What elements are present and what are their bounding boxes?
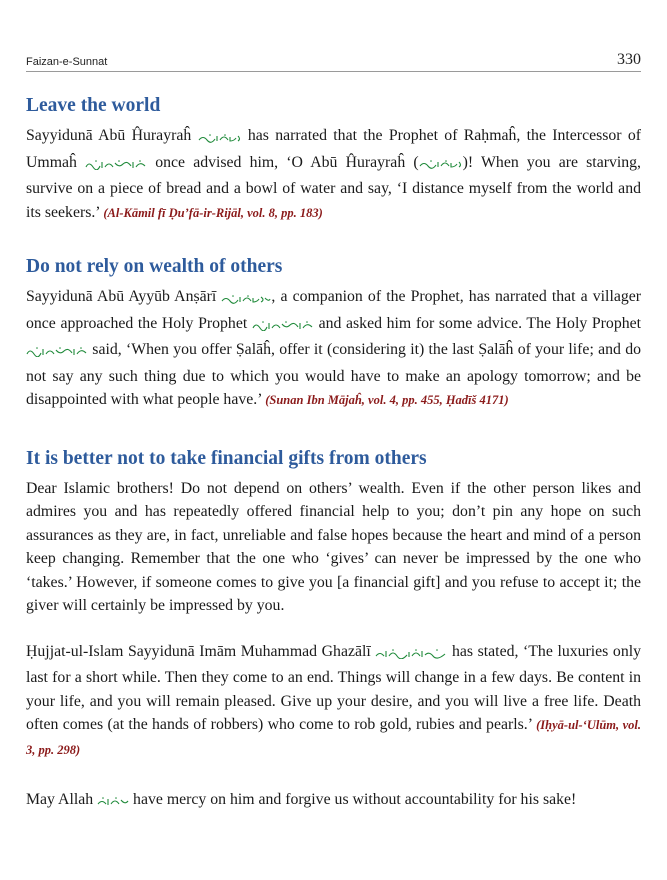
paragraph-dear-islamic-brothers: Dear Islamic brothers! Do not depend on others’ wealth. Even if the other person likes and admires you and has repeatedly offered financial help to you; don’t pin any hope on such assurances as they are, in fact, unreliable and false hopes because the heart and mind of a person keep changing. Remember that the one who ‘gives’ can never be impressed by the one who ‘takes.’ However, if someone comes to give you [a financial gift] and you refuse to accept it; the giver will certainly be impressed by you.	[26, 479, 641, 614]
paragraph-do-not-rely	[26, 285, 641, 413]
text-run: Sayyidunā Abū Ĥurayraĥ	[26, 127, 192, 144]
reference-citation: (Sunan Ibn Mājaĥ, vol. 4, pp. 455, Ḥadīš 4171)	[265, 393, 509, 407]
sallallahu-alaihi-wasallam-calligraphy-icon	[252, 321, 314, 331]
text-run: has narrated that the Prophet of Raḥmaĥ, the Intercessor of Ummaĥ	[26, 127, 642, 171]
text-run: said, ‘When you offer Ṣalāĥ, offer it (considering it) the last Ṣalāĥ of your life; and do not say any such thing due to which you would have to make an apology tomorrow; and be disappointed with what people have.’	[26, 341, 642, 408]
paragraph-closing-prayer	[26, 788, 641, 815]
page-body	[26, 94, 641, 815]
text-run: Ḥujjat-ul-Islam Sayyidunā Imām Muhammad Ghazālī	[26, 642, 371, 660]
text-run: , a companion of the Prophet, has narrated that a villager once approached the Holy Prophet	[26, 288, 642, 332]
radiyallahu-anhu-calligraphy-icon	[198, 133, 242, 143]
text-run: )! When you are starving, survive on a piece of bread and a bowl of water and say, ‘I distance myself from the world and its seekers.’	[26, 153, 641, 221]
text-run: has stated, ‘The luxuries only last for a short while. Then they come to an end. Things will change in a few days. Be content in your life, and you will remain pleased. Give up your desire, and you will live a free life. Death often comes (at the hands of robbers) who come to rob gold, rubies and pearls.’	[26, 642, 642, 733]
alaihi-rahmatullah-calligraphy-icon	[375, 649, 447, 659]
section-heading-leave-the-world: Leave the world	[26, 95, 161, 116]
header-rule	[26, 71, 641, 72]
text-run: once advised him, ‘O Abū Ĥurayraĥ (	[155, 153, 419, 171]
radiyallahu-anhu-calligraphy-icon	[419, 160, 463, 170]
paragraph-leave-the-world	[26, 124, 641, 225]
sallallahu-alaihi-wasallam-calligraphy-icon	[26, 347, 88, 357]
reference-citation: (Iḥyā-ul-‘Ulūm, vol. 3, pp. 298)	[26, 718, 642, 757]
reference-citation: (Al-Kāmil fī Ḍu’fā-ir-Rijāl, vol. 8, pp. 183)	[103, 205, 323, 220]
page-number: 330	[617, 51, 641, 68]
section-heading-financial-gifts: It is better not to take financial gifts from others	[26, 447, 427, 469]
text-run: May Allah	[26, 791, 94, 808]
text-run: and asked him for some advice. The Holy Prophet	[318, 314, 642, 332]
text-run: have mercy on him and forgive us without accountability for his sake!	[133, 791, 577, 808]
radiyallahu-anhu-calligraphy-icon	[221, 294, 271, 304]
book-title: Faizan-e-Sunnat	[26, 56, 108, 68]
azza-wa-jalla-calligraphy-icon	[97, 797, 129, 807]
sallallahu-alaihi-wasallam-calligraphy-icon	[85, 160, 147, 170]
running-header	[26, 50, 641, 72]
section-heading-do-not-rely: Do not rely on wealth of others	[26, 256, 283, 277]
text-run: Sayyidunā Abū Ayyūb Anṣārī	[26, 288, 217, 305]
paragraph-ghazali-quote	[26, 640, 641, 763]
